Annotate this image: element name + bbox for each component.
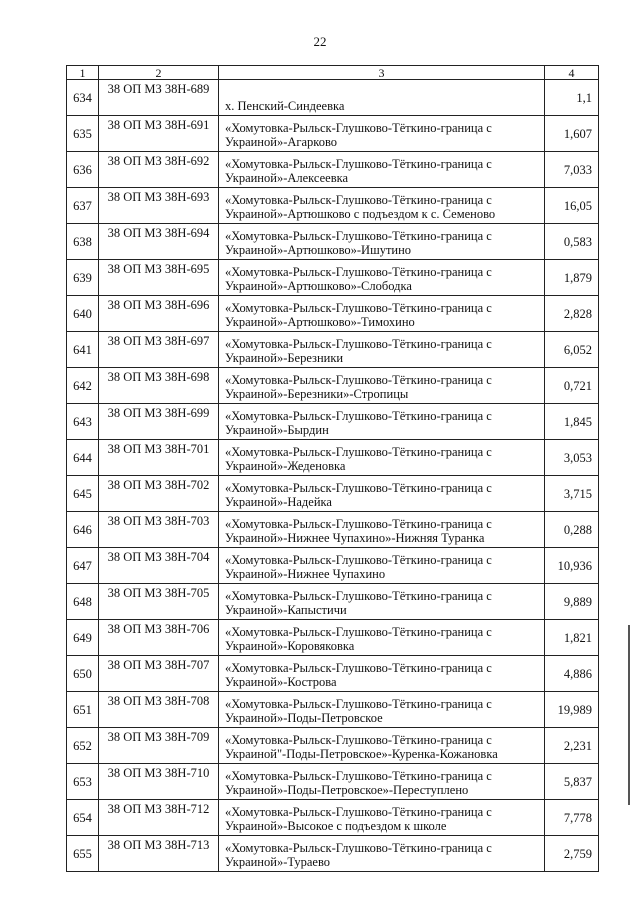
header-col-1: 1	[67, 66, 99, 80]
table-row	[67, 368, 599, 404]
road-length: 2,231	[545, 728, 599, 764]
row-number: 648	[67, 584, 99, 620]
table-row	[67, 836, 599, 872]
row-number: 642	[67, 368, 99, 404]
road-name: «Хомутовка-Рыльск-Глушково-Тёткино-граница с Украиной»-Капыстичи	[219, 584, 545, 620]
road-code: 38 ОП МЗ 38Н-712	[99, 800, 219, 836]
header-col-2: 2	[99, 66, 219, 80]
table-row	[67, 512, 599, 548]
road-name: «Хомутовка-Рыльск-Глушково-Тёткино-граница с Украиной»-Артюшково с подъездом к с. Семеново	[219, 188, 545, 224]
road-name: «Хомутовка-Рыльск-Глушково-Тёткино-граница с Украиной»-Нижнее Чупахино»-Нижняя Туранка	[219, 512, 545, 548]
road-length: 4,886	[545, 656, 599, 692]
road-name: «Хомутовка-Рыльск-Глушково-Тёткино-граница с Украиной"-Поды-Петровское»-Куренка-Кожановка	[219, 728, 545, 764]
road-name: «Хомутовка-Рыльск-Глушково-Тёткино-граница с Украиной»-Артюшково»-Ишутино	[219, 224, 545, 260]
road-code: 38 ОП МЗ 38Н-699	[99, 404, 219, 440]
table-row	[67, 800, 599, 836]
road-name: «Хомутовка-Рыльск-Глушково-Тёткино-граница с Украиной»-Березники	[219, 332, 545, 368]
road-length: 0,721	[545, 368, 599, 404]
road-code: 38 ОП МЗ 38Н-702	[99, 476, 219, 512]
road-code: 38 ОП МЗ 38Н-703	[99, 512, 219, 548]
row-number: 635	[67, 116, 99, 152]
road-length: 7,033	[545, 152, 599, 188]
table-row	[67, 764, 599, 800]
row-number: 647	[67, 548, 99, 584]
table-row	[67, 476, 599, 512]
header-col-3: 3	[219, 66, 545, 80]
road-code: 38 ОП МЗ 38Н-709	[99, 728, 219, 764]
row-number: 650	[67, 656, 99, 692]
row-number: 644	[67, 440, 99, 476]
road-length: 9,889	[545, 584, 599, 620]
road-length: 19,989	[545, 692, 599, 728]
row-number: 639	[67, 260, 99, 296]
row-number: 651	[67, 692, 99, 728]
row-number: 646	[67, 512, 99, 548]
road-length: 10,936	[545, 548, 599, 584]
row-number: 636	[67, 152, 99, 188]
road-length: 1,821	[545, 620, 599, 656]
table-row	[67, 80, 599, 116]
table-row	[67, 152, 599, 188]
road-code: 38 ОП МЗ 38Н-692	[99, 152, 219, 188]
row-number: 643	[67, 404, 99, 440]
row-number: 649	[67, 620, 99, 656]
road-name: «Хомутовка-Рыльск-Глушково-Тёткино-граница с Украиной»-Бырдин	[219, 404, 545, 440]
table-row	[67, 440, 599, 476]
road-name: «Хомутовка-Рыльск-Глушково-Тёткино-граница с Украиной»-Поды-Петровское	[219, 692, 545, 728]
road-code: 38 ОП МЗ 38Н-706	[99, 620, 219, 656]
road-name: «Хомутовка-Рыльск-Глушково-Тёткино-граница с Украиной»-Артюшково»-Тимохино	[219, 296, 545, 332]
road-code: 38 ОП МЗ 38Н-701	[99, 440, 219, 476]
road-name: «Хомутовка-Рыльск-Глушково-Тёткино-граница с Украиной»-Жеденовка	[219, 440, 545, 476]
road-length: 7,778	[545, 800, 599, 836]
row-number: 638	[67, 224, 99, 260]
page-number: 22	[313, 34, 327, 49]
road-length: 1,845	[545, 404, 599, 440]
road-length: 16,05	[545, 188, 599, 224]
table-row	[67, 692, 599, 728]
row-number: 654	[67, 800, 99, 836]
road-code: 38 ОП МЗ 38Н-698	[99, 368, 219, 404]
table-row	[67, 584, 599, 620]
road-name: «Хомутовка-Рыльск-Глушково-Тёткино-граница с Украиной»-Поды-Петровское»-Переступлено	[219, 764, 545, 800]
road-name: «Хомутовка-Рыльск-Глушково-Тёткино-граница с Украиной»-Надейка	[219, 476, 545, 512]
scan-edge-mark	[628, 625, 630, 805]
table-row	[67, 332, 599, 368]
table-row	[67, 116, 599, 152]
road-name: «Хомутовка-Рыльск-Глушково-Тёткино-граница с Украиной»-Нижнее Чупахино	[219, 548, 545, 584]
road-code: 38 ОП МЗ 38Н-710	[99, 764, 219, 800]
road-length: 0,583	[545, 224, 599, 260]
road-code: 38 ОП МЗ 38Н-691	[99, 116, 219, 152]
row-number: 640	[67, 296, 99, 332]
row-number: 655	[67, 836, 99, 872]
table-row	[67, 224, 599, 260]
row-number: 653	[67, 764, 99, 800]
road-name: х. Пенский-Синдеевка	[219, 80, 545, 116]
road-name: «Хомутовка-Рыльск-Глушково-Тёткино-граница с Украиной»-Коровяковка	[219, 620, 545, 656]
table-row	[67, 656, 599, 692]
road-name: «Хомутовка-Рыльск-Глушково-Тёткино-граница с Украиной»-Кострова	[219, 656, 545, 692]
road-name: «Хомутовка-Рыльск-Глушково-Тёткино-граница с Украиной»-Березники»-Стропицы	[219, 368, 545, 404]
table-row	[67, 404, 599, 440]
road-length: 1,879	[545, 260, 599, 296]
road-code: 38 ОП МЗ 38Н-694	[99, 224, 219, 260]
table-row	[67, 548, 599, 584]
road-code: 38 ОП МЗ 38Н-704	[99, 548, 219, 584]
road-length: 2,828	[545, 296, 599, 332]
roads-table	[66, 65, 599, 872]
road-code: 38 ОП МЗ 38Н-696	[99, 296, 219, 332]
row-number: 645	[67, 476, 99, 512]
road-length: 0,288	[545, 512, 599, 548]
table-row	[67, 188, 599, 224]
road-name: «Хомутовка-Рыльск-Глушково-Тёткино-граница с Украиной»-Артюшково»-Слободка	[219, 260, 545, 296]
table-row	[67, 260, 599, 296]
road-code: 38 ОП МЗ 38Н-707	[99, 656, 219, 692]
table-row	[67, 296, 599, 332]
header-row	[67, 66, 599, 80]
road-code: 38 ОП МЗ 38Н-708	[99, 692, 219, 728]
road-length: 3,715	[545, 476, 599, 512]
road-name: «Хомутовка-Рыльск-Глушково-Тёткино-граница с Украиной»-Алексеевка	[219, 152, 545, 188]
road-code: 38 ОП МЗ 38Н-695	[99, 260, 219, 296]
road-code: 38 ОП МЗ 38Н-689	[99, 80, 219, 116]
row-number: 634	[67, 80, 99, 116]
road-length: 3,053	[545, 440, 599, 476]
road-name: «Хомутовка-Рыльск-Глушково-Тёткино-граница с Украиной»-Агарково	[219, 116, 545, 152]
header-col-4: 4	[545, 66, 599, 80]
road-code: 38 ОП МЗ 38Н-705	[99, 584, 219, 620]
road-length: 6,052	[545, 332, 599, 368]
road-length: 1,607	[545, 116, 599, 152]
road-length: 5,837	[545, 764, 599, 800]
road-length: 2,759	[545, 836, 599, 872]
road-name: «Хомутовка-Рыльск-Глушково-Тёткино-граница с Украиной»-Тураево	[219, 836, 545, 872]
table-row	[67, 620, 599, 656]
row-number: 641	[67, 332, 99, 368]
road-code: 38 ОП МЗ 38Н-697	[99, 332, 219, 368]
row-number: 652	[67, 728, 99, 764]
road-length: 1,1	[545, 80, 599, 116]
road-code: 38 ОП МЗ 38Н-713	[99, 836, 219, 872]
road-code: 38 ОП МЗ 38Н-693	[99, 188, 219, 224]
road-name: «Хомутовка-Рыльск-Глушково-Тёткино-граница с Украиной»-Высокое с подъездом к школе	[219, 800, 545, 836]
table-row	[67, 728, 599, 764]
row-number: 637	[67, 188, 99, 224]
